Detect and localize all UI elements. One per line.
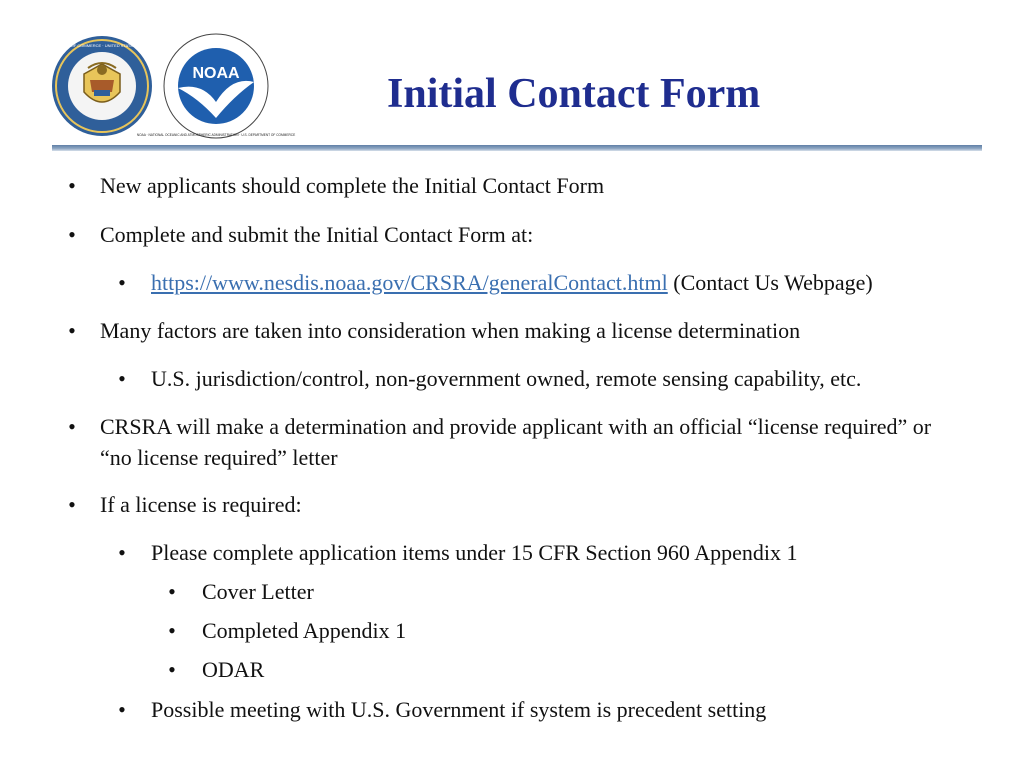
bullet-marker: • [68,414,76,439]
bullet-marker: • [168,579,176,604]
bullet-text: Cover Letter [202,579,314,604]
noaa-logo-icon [136,32,296,140]
logo-group [42,32,296,140]
link-suffix: (Contact Us Webpage) [667,270,873,295]
department-of-commerce-seal-icon [42,34,162,138]
contact-form-link[interactable]: https://www.nesdis.noaa.gov/CRSRA/generalContact.html [151,270,668,295]
seal-text-top: DEPARTMENT OF COMMERCE · UNITED STATES OF AMERICA [42,43,162,48]
bullet-text: ODAR [202,657,265,682]
noaa-ring-text: NOAA · NATIONAL OCEANIC AND ATMOSPHERIC ADMINISTRATION · U.S. DEPARTMENT OF COMMERCE [136,133,296,137]
bullet-marker: • [68,318,76,343]
bullet-text: Many factors are taken into consideration when making a license determination [100,318,801,343]
page-title: Initial Contact Form [387,71,761,117]
bullet-text: Completed Appendix 1 [202,618,407,643]
bullet-marker: • [68,173,76,198]
bullet-marker: • [118,270,126,295]
bullet-marker: • [118,366,126,391]
bullet-text: Possible meeting with U.S. Government if system is precedent setting [151,697,767,722]
bullet-marker: • [168,657,176,682]
bullet-text: CRSRA will make a determination and provide applicant with an official “license required” or “no license required” letter [100,414,932,470]
bullet-marker: • [168,618,176,643]
bullet-marker: • [68,222,76,247]
svg-text:NOAA: NOAA [192,65,240,82]
bullet-text: If a license is required: [100,492,302,517]
bullet-marker: • [118,540,126,565]
bullet-marker: • [68,492,76,517]
bullet-text: New applicants should complete the Initial Contact Form [100,173,605,198]
bullet-text [151,267,873,298]
bullet-marker: • [118,697,126,722]
bullet-text: U.S. jurisdiction/control, non-government owned, remote sensing capability, etc. [151,366,862,391]
bullet-text: Complete and submit the Initial Contact Form at: [100,222,534,247]
title-divider [52,145,982,151]
bullet-text: Please complete application items under 15 CFR Section 960 Appendix 1 [151,540,798,565]
